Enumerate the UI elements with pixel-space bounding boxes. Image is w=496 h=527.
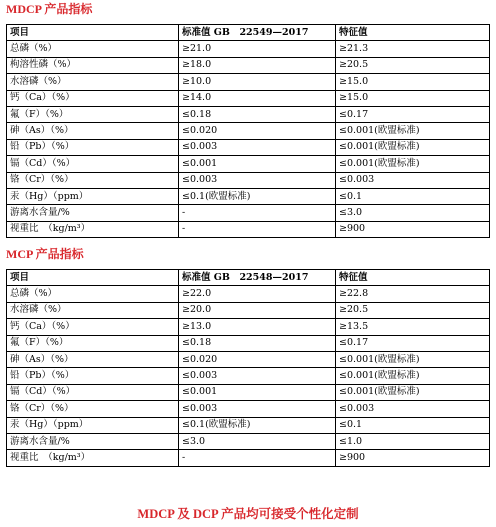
table-row xyxy=(7,286,490,302)
header-standard-value: 标准值 GB 22548—2017 xyxy=(179,270,336,286)
table-row xyxy=(7,433,490,449)
cell-standard-value: ≤3.0 xyxy=(179,433,336,449)
cell-standard-value: ≤0.1(欧盟标准) xyxy=(179,188,336,204)
cell-characteristic-value: ≤3.0 xyxy=(336,205,490,221)
cell-characteristic-value: ≤0.001(欧盟标准) xyxy=(336,123,490,139)
cell-characteristic-value: ≤0.001(欧盟标准) xyxy=(336,384,490,400)
mdcp-section-title: MDCP 产品指标 xyxy=(6,2,93,16)
cell-item: 游离水含量/% xyxy=(7,433,179,449)
table-row xyxy=(7,74,490,90)
cell-characteristic-value: ≥22.8 xyxy=(336,286,490,302)
cell-standard-value: ≤0.003 xyxy=(179,139,336,155)
cell-standard-value: ≥21.0 xyxy=(179,41,336,57)
cell-standard-value: ≥13.0 xyxy=(179,319,336,335)
cell-standard-value: ≤0.18 xyxy=(179,106,336,122)
cell-characteristic-value: ≤0.17 xyxy=(336,335,490,351)
cell-standard-value: ≥10.0 xyxy=(179,74,336,90)
cell-characteristic-value: ≥15.0 xyxy=(336,74,490,90)
table-row xyxy=(7,139,490,155)
cell-standard-value: ≥20.0 xyxy=(179,302,336,318)
cell-standard-value: ≤0.18 xyxy=(179,335,336,351)
table-header-row xyxy=(7,270,490,286)
mdcp-spec-table xyxy=(6,24,490,238)
cell-standard-value: - xyxy=(179,205,336,221)
customization-note: MDCP 及 DCP 产品均可接受个性化定制 xyxy=(137,507,359,521)
cell-item: 砷（As）（%） xyxy=(7,351,179,367)
cell-characteristic-value: ≤0.001(欧盟标准) xyxy=(336,139,490,155)
cell-item: 钙（Ca）（%） xyxy=(7,90,179,106)
cell-standard-value: ≤0.020 xyxy=(179,351,336,367)
cell-item: 视重比 （kg/m³） xyxy=(7,221,179,237)
cell-item: 镉（Cd）（%） xyxy=(7,156,179,172)
cell-item: 游离水含量/% xyxy=(7,205,179,221)
table-row xyxy=(7,41,490,57)
cell-characteristic-value: ≥13.5 xyxy=(336,319,490,335)
table-row xyxy=(7,319,490,335)
cell-standard-value: ≤0.003 xyxy=(179,368,336,384)
table-row xyxy=(7,205,490,221)
table-row xyxy=(7,188,490,204)
cell-item: 氟（F）（%） xyxy=(7,106,179,122)
cell-characteristic-value: ≥21.3 xyxy=(336,41,490,57)
cell-standard-value: - xyxy=(179,450,336,466)
cell-item: 镉（Cd）（%） xyxy=(7,384,179,400)
header-characteristic-value: 特征值 xyxy=(336,270,490,286)
cell-characteristic-value: ≤0.003 xyxy=(336,172,490,188)
cell-characteristic-value: ≤0.1 xyxy=(336,188,490,204)
cell-standard-value: ≤0.1(欧盟标准) xyxy=(179,417,336,433)
cell-standard-value: ≥18.0 xyxy=(179,57,336,73)
cell-item: 铅（Pb）（%） xyxy=(7,368,179,384)
table-row xyxy=(7,221,490,237)
cell-characteristic-value: ≥900 xyxy=(336,221,490,237)
cell-item: 视重比 （kg/m³） xyxy=(7,450,179,466)
cell-standard-value: ≤0.020 xyxy=(179,123,336,139)
cell-characteristic-value: ≥20.5 xyxy=(336,302,490,318)
header-item: 项目 xyxy=(7,25,179,41)
table-row xyxy=(7,172,490,188)
cell-item: 水溶磷（%） xyxy=(7,74,179,90)
table-row xyxy=(7,351,490,367)
cell-item: 氟（F）（%） xyxy=(7,335,179,351)
header-characteristic-value: 特征值 xyxy=(336,25,490,41)
table-row xyxy=(7,156,490,172)
cell-item: 汞（Hg）（ppm） xyxy=(7,417,179,433)
cell-characteristic-value: ≤0.001(欧盟标准) xyxy=(336,368,490,384)
table-row xyxy=(7,384,490,400)
table-row xyxy=(7,90,490,106)
cell-standard-value: - xyxy=(179,221,336,237)
table-row xyxy=(7,335,490,351)
cell-characteristic-value: ≤0.17 xyxy=(336,106,490,122)
cell-characteristic-value: ≥15.0 xyxy=(336,90,490,106)
cell-characteristic-value: ≤0.1 xyxy=(336,417,490,433)
header-standard-value: 标准值 GB 22549—2017 xyxy=(179,25,336,41)
cell-item: 总磷（%） xyxy=(7,41,179,57)
cell-item: 枸溶性磷（%） xyxy=(7,57,179,73)
table-row xyxy=(7,302,490,318)
cell-standard-value: ≤0.001 xyxy=(179,156,336,172)
cell-standard-value: ≤0.003 xyxy=(179,172,336,188)
cell-characteristic-value: ≤0.003 xyxy=(336,401,490,417)
table-row xyxy=(7,106,490,122)
cell-item: 总磷（%） xyxy=(7,286,179,302)
header-item: 项目 xyxy=(7,270,179,286)
cell-characteristic-value: ≥900 xyxy=(336,450,490,466)
cell-characteristic-value: ≤1.0 xyxy=(336,433,490,449)
table-row xyxy=(7,123,490,139)
table-row xyxy=(7,57,490,73)
cell-item: 汞（Hg）（ppm） xyxy=(7,188,179,204)
cell-item: 水溶磷（%） xyxy=(7,302,179,318)
mcp-spec-table xyxy=(6,269,490,467)
cell-standard-value: ≤0.001 xyxy=(179,384,336,400)
cell-standard-value: ≤0.003 xyxy=(179,401,336,417)
cell-standard-value: ≥22.0 xyxy=(179,286,336,302)
mcp-section-title: MCP 产品指标 xyxy=(6,247,84,261)
cell-characteristic-value: ≤0.001(欧盟标准) xyxy=(336,156,490,172)
table-row xyxy=(7,401,490,417)
cell-item: 砷（As）（%） xyxy=(7,123,179,139)
cell-characteristic-value: ≥20.5 xyxy=(336,57,490,73)
cell-item: 铬（Cr）（%） xyxy=(7,401,179,417)
table-row xyxy=(7,417,490,433)
cell-characteristic-value: ≤0.001(欧盟标准) xyxy=(336,351,490,367)
cell-item: 铅（Pb）（%） xyxy=(7,139,179,155)
table-header-row xyxy=(7,25,490,41)
cell-standard-value: ≥14.0 xyxy=(179,90,336,106)
table-row xyxy=(7,450,490,466)
cell-item: 铬（Cr）（%） xyxy=(7,172,179,188)
table-row xyxy=(7,368,490,384)
cell-item: 钙（Ca）（%） xyxy=(7,319,179,335)
